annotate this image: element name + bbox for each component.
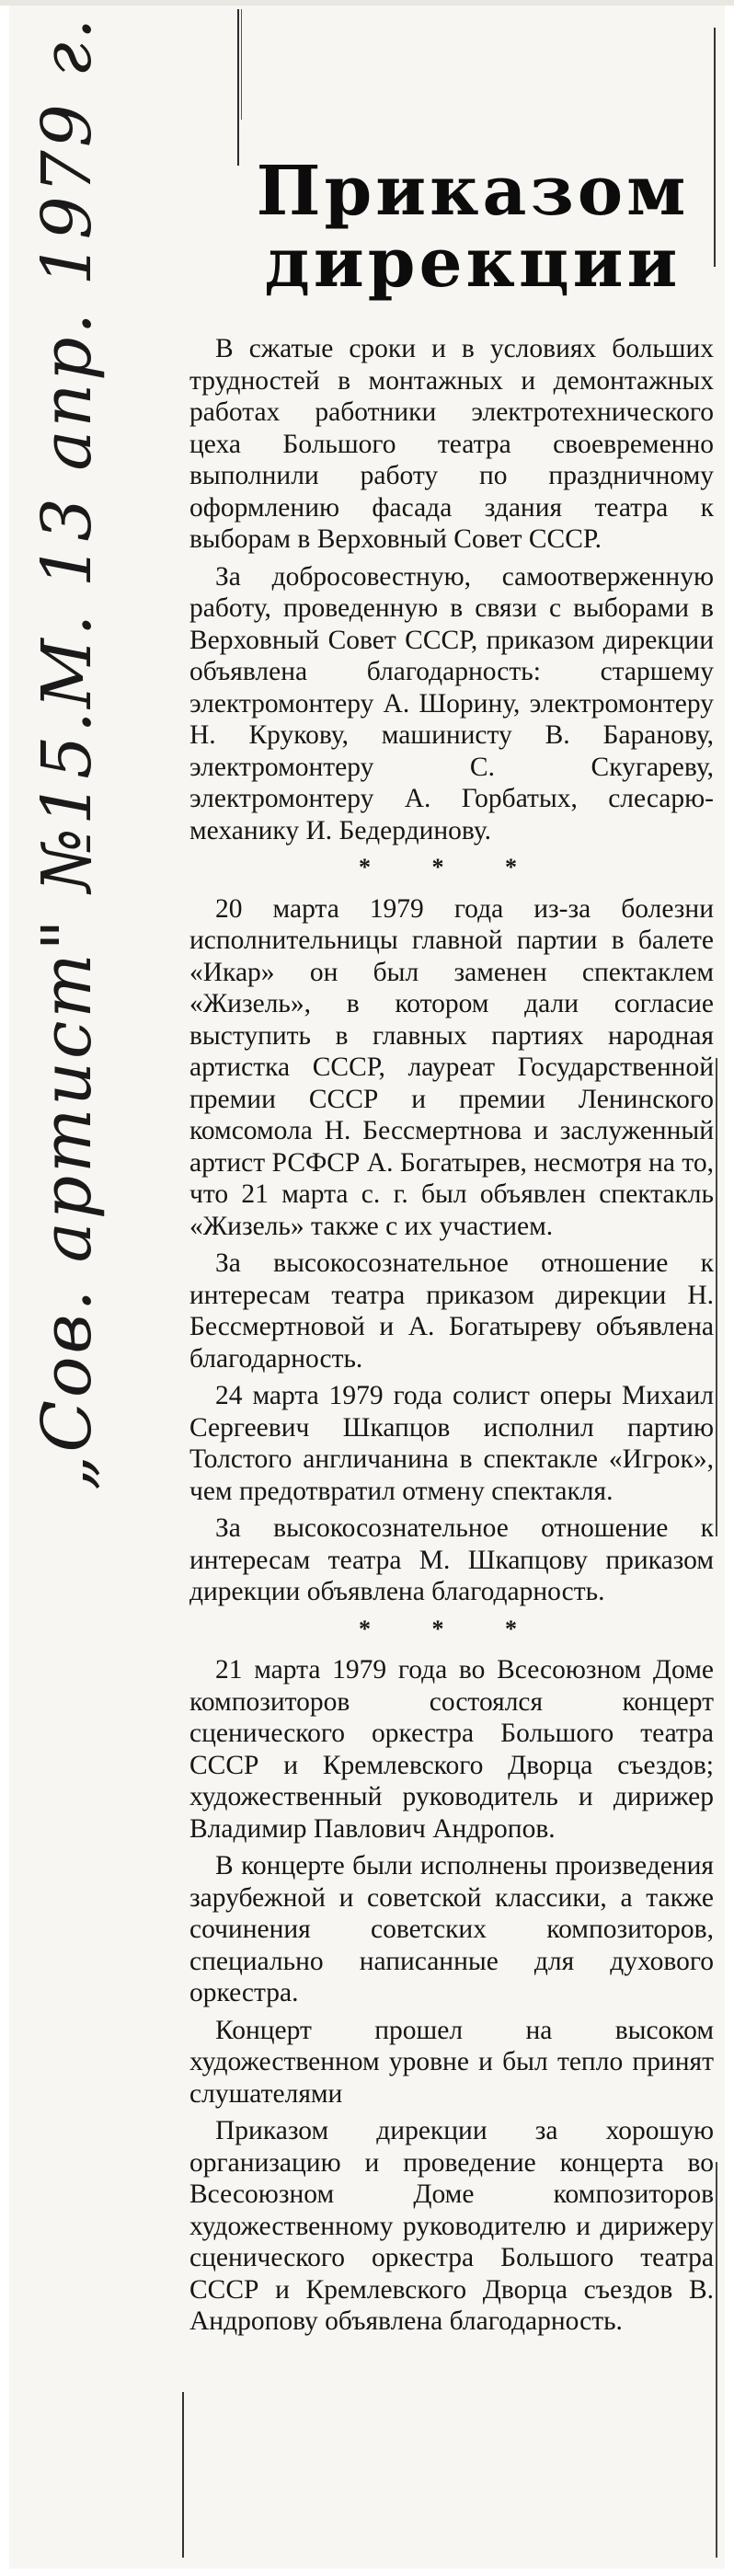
paragraph: Приказом дирекции за хорошую организацию и проведение концерта во Всесоюзном Доме композиторов художественному руководителю и дирижеру сценического оркестра Большого театра СССР и Кремлевского Дворца съездов В. Андропову объявлена благодарность. — [189, 2116, 714, 2336]
section-separator: * * * — [359, 1615, 545, 1642]
paragraph: 20 марта 1979 года из-за болезни исполнительницы главной партии в балете «Икар» он был заменен спектаклем «Жизель», в котором дали согласие выступить в главных партиях народная артистка СССР, лауреат Государственной премии СССР и премии Ленинского комсомола Н. Бессмертнова и заслуженный артист РСФСР А. Богатырев, несмотря на то, что 21 марта с. г. был объявлен спектакль «Жизель» также с их участием. — [189, 893, 714, 1241]
column-rule — [237, 9, 239, 166]
column-rule — [182, 2392, 184, 2558]
article-title — [237, 152, 708, 303]
column-rule — [716, 2162, 717, 2558]
title-line: Приказом — [256, 152, 690, 231]
handwritten-source-note: „Сов. артист" №15.М. 13 апр. 1979 г. — [28, 15, 107, 1490]
column-rule — [241, 9, 242, 120]
paragraph: В концерте были исполнены произведения зарубежной и советской классики, а также сочинения советских композиторов, специально написанные для духового оркестра. — [189, 1851, 714, 2007]
paragraph: Концерт прошел на высоком художественном уровне и был тепло принят слушателями — [189, 2015, 714, 2109]
paragraph: 21 марта 1979 года во Всесоюзном Доме композиторов состоялся концерт сценического оркестра Большого театра СССР и Кремлевского Дворца съездов; художественный руководитель и дирижер Владимир Павлович Андропов. — [189, 1655, 714, 1844]
column-rule — [716, 1058, 717, 1536]
section-separator: * * * — [359, 854, 545, 880]
paragraph: За высокосознательное отношение к интересам театра М. Шкапцову приказом дирекции объявлена благодарность. — [189, 1513, 714, 1606]
paragraph: В сжатые сроки и в условиях больших трудностей в монтажных и демонтажных работах работники электротехнического цеха Большого театра своевременно выполнили работу по праздничному оформлению фасада здания театра к выборам в Верховный Совет СССР. — [189, 334, 714, 554]
paragraph: За высокосознательное отношение к интересам театра приказом дирекции Н. Бессмертновой и А. Богатыреву объявлена благодарность. — [189, 1248, 714, 1374]
paragraph: 24 марта 1979 года солист оперы Михаил Сергеевич Шкапцов исполнил партию Толстого англичанина в спектакле «Игрок», чем предотвратил отмену спектакля. — [189, 1381, 714, 1506]
paragraph: За добросовестную, самоотверженную работу, проведенную в связи с выборами в Верховный Совет СССР, приказом дирекции объявлена благодарность: старшему электромонтеру А. Шорину, электромонтеру Н. Крукову, машинисту В. Баранову, электромонтеру С. Скугареву, электромонтеру А. Горбатых, слесарю-механику И. Бедердинову. — [189, 561, 714, 845]
title-line: дирекции — [264, 223, 682, 303]
article-body — [189, 333, 714, 2343]
column-rule — [714, 28, 716, 267]
